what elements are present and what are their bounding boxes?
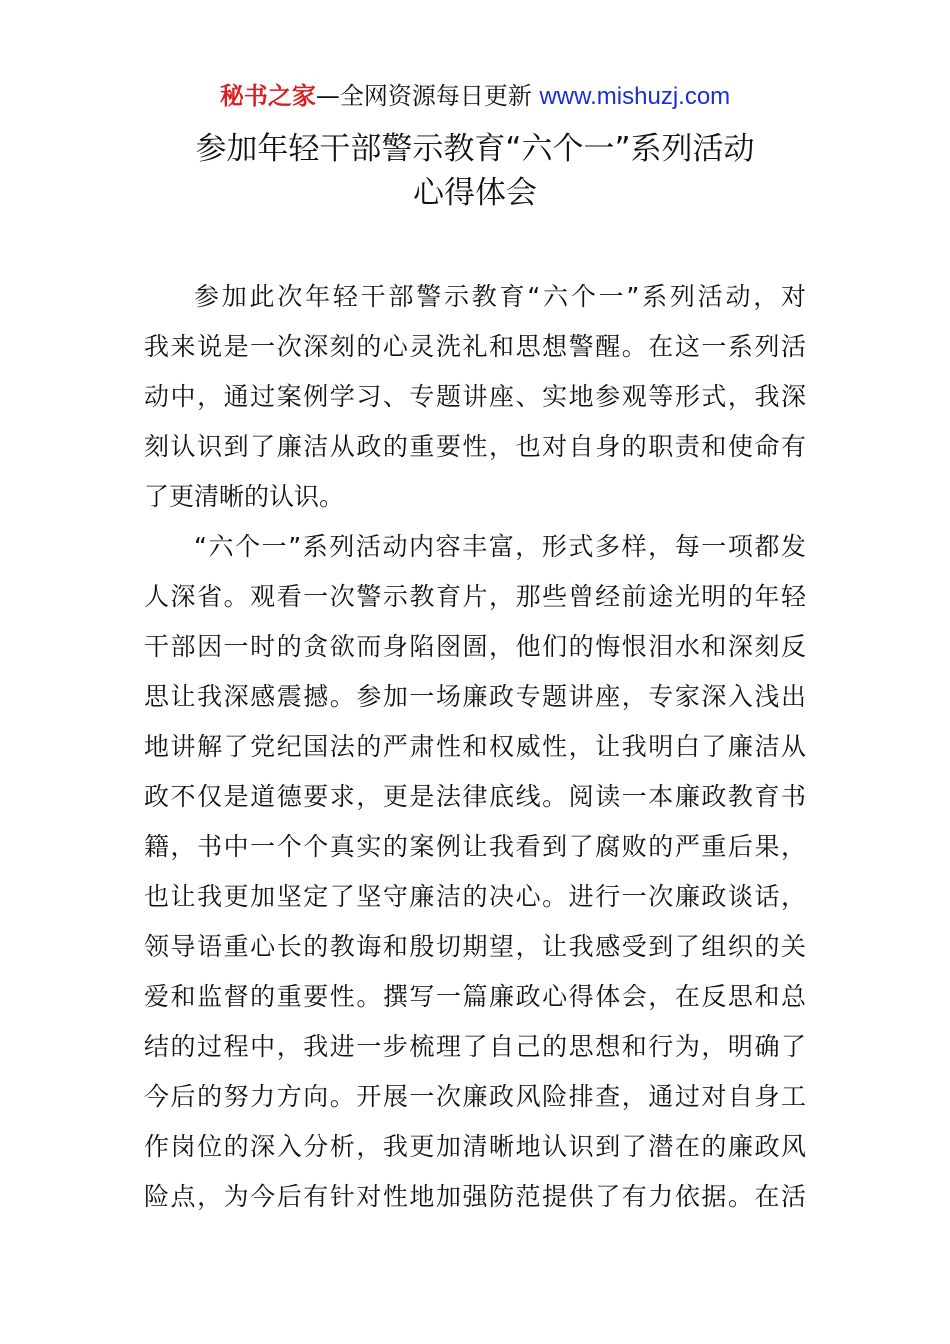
paragraph-1-line: 刻认识到了廉洁从政的重要性，也对自身的职责和使命有 [144, 432, 806, 461]
paragraph-2-line: 籍，书中一个个真实的案例让我看到了腐败的严重后果， [144, 832, 806, 861]
paragraph-2-line: 作岗位的深入分析，我更加清晰地认识到了潜在的廉政风 [144, 1132, 806, 1161]
site-brand: 秘书之家 [219, 82, 316, 110]
document-body [144, 272, 806, 1222]
paragraph-1-line: 参加此次年轻干部警示教育“六个一”系列活动，对 [194, 282, 806, 311]
paragraph-2-line: 人深省。观看一次警示教育片，那些曾经前途光明的年轻 [144, 582, 806, 611]
document-title [0, 127, 950, 215]
paragraph-2-line: 领导语重心长的教诲和殷切期望，让我感受到了组织的关 [144, 932, 806, 961]
paragraph-2-line: 结的过程中，我进一步梳理了自己的思想和行为，明确了 [144, 1032, 806, 1061]
paragraph-2-line: 地讲解了党纪国法的严肃性和权威性，让我明白了廉洁从 [144, 732, 806, 761]
paragraph-2-line: 今后的努力方向。开展一次廉政风险排查，通过对自身工 [144, 1082, 806, 1111]
title-line-1: 参加年轻干部警示教育“六个一”系列活动 [195, 131, 755, 167]
paragraph-2-line: 干部因一时的贪欲而身陷囹圄，他们的悔恨泪水和深刻反 [144, 632, 806, 661]
paragraph-2-line: 爱和监督的重要性。撰写一篇廉政心得体会，在反思和总 [144, 982, 806, 1011]
paragraph-1-line: 我来说是一次深刻的心灵洗礼和思想警醒。在这一系列活 [144, 332, 806, 361]
site-header [0, 80, 950, 113]
site-url[interactable]: www.mishuzj.com [539, 83, 731, 110]
paragraph-1-line: 了更清晰的认识。 [144, 482, 345, 511]
paragraph-2-line: 思让我深感震撼。参加一场廉政专题讲座，专家深入浅出 [144, 682, 806, 711]
paragraph-2-line: “六个一”系列活动内容丰富，形式多样，每一项都发 [194, 532, 806, 561]
paragraph-2-line: 政不仅是道德要求，更是法律底线。阅读一本廉政教育书 [144, 782, 806, 811]
title-line-2: 心得体会 [413, 175, 537, 211]
paragraph-2-line: 也让我更加坚定了坚守廉洁的决心。进行一次廉政谈话， [144, 882, 806, 911]
site-tagline: —全网资源每日更新 [315, 82, 540, 110]
paragraph-1-line: 动中，通过案例学习、专题讲座、实地参观等形式，我深 [144, 382, 806, 411]
paragraph-2-line: 险点，为今后有针对性地加强防范提供了有力依据。在活 [144, 1182, 806, 1211]
